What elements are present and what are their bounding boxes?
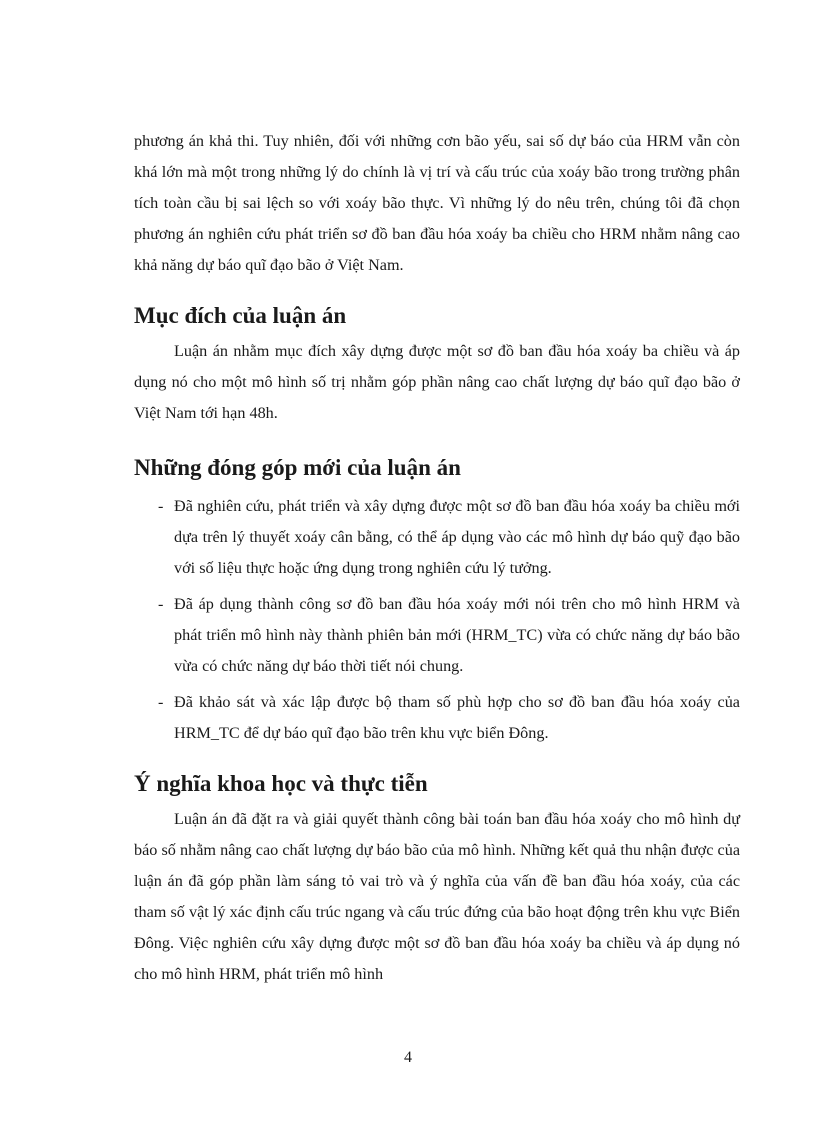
section-heading-significance: Ý nghĩa khoa học và thực tiễn xyxy=(134,771,428,796)
list-item-text: Đã khảo sát và xác lập được bộ tham số phù hợp cho sơ đồ ban đầu hóa xoáy của HRM_TC để dự báo quĩ đạo bão trên khu vực biển Đông. xyxy=(174,693,740,742)
intro-paragraph: phương án khả thi. Tuy nhiên, đối với những cơn bão yếu, sai số dự báo của HRM vẫn còn khá lớn mà một trong những lý do chính là vị trí và cấu trúc của xoáy bão trong trường phân tích toàn cầu bị sai lệch so với xoáy bão thực. Vì những lý do nêu trên, chúng tôi đã chọn phương án nghiên cứu phát triển sơ đồ ban đầu hóa xoáy ba chiều cho HRM nhằm nâng cao khả năng dự báo quĩ đạo bão ở Việt Nam. xyxy=(134,132,740,274)
page-number: 4 xyxy=(404,1049,412,1066)
list-item xyxy=(134,687,740,749)
bullet-dash: - xyxy=(158,595,164,613)
list-item-text: Đã nghiên cứu, phát triển và xây dựng được một sơ đồ ban đầu hóa xoáy ba chiều mới dựa trên lý thuyết xoáy cân bằng, có thể áp dụng vào các mô hình dự báo quỹ đạo bão với số liệu thực hoặc ứng dụng trong nghiên cứu lý tưởng. xyxy=(174,497,740,577)
section-heading-contributions: Những đóng góp mới của luận án xyxy=(134,455,461,480)
list-item xyxy=(134,491,740,584)
significance-paragraph: Luận án đã đặt ra và giải quyết thành công bài toán ban đầu hóa xoáy cho mô hình dự báo số nhằm nâng cao chất lượng dự báo bão của mô hình. Những kết quả thu nhận được của luận án đã góp phần làm sáng tỏ vai trò và ý nghĩa của vấn đề ban đầu hóa xoáy, của các tham số vật lý xác định cấu trúc ngang và cấu trúc đứng của bão hoạt động trên khu vực Biển Đông. Việc nghiên cứu xây dựng được một sơ đồ ban đầu hóa xoáy ba chiều và áp dụng nó cho mô hình HRM, phát triển mô hình xyxy=(134,810,740,983)
bullet-dash: - xyxy=(158,693,164,711)
list-item-text: Đã áp dụng thành công sơ đồ ban đầu hóa xoáy mới nói trên cho mô hình HRM và phát triển mô hình này thành phiên bản mới (HRM_TC) vừa có chức năng dự báo bão vừa có chức năng dự báo thời tiết nói chung. xyxy=(174,595,740,675)
purpose-paragraph: Luận án nhằm mục đích xây dựng được một sơ đồ ban đầu hóa xoáy ba chiều và áp dụng nó cho một mô hình số trị nhằm góp phần nâng cao chất lượng dự báo quĩ đạo bão ở Việt Nam tới hạn 48h. xyxy=(134,342,740,422)
section-heading-purpose: Mục đích của luận án xyxy=(134,303,347,328)
list-item xyxy=(134,589,740,682)
contributions-list xyxy=(134,491,740,749)
bullet-dash: - xyxy=(158,497,164,515)
document-page xyxy=(134,126,740,990)
